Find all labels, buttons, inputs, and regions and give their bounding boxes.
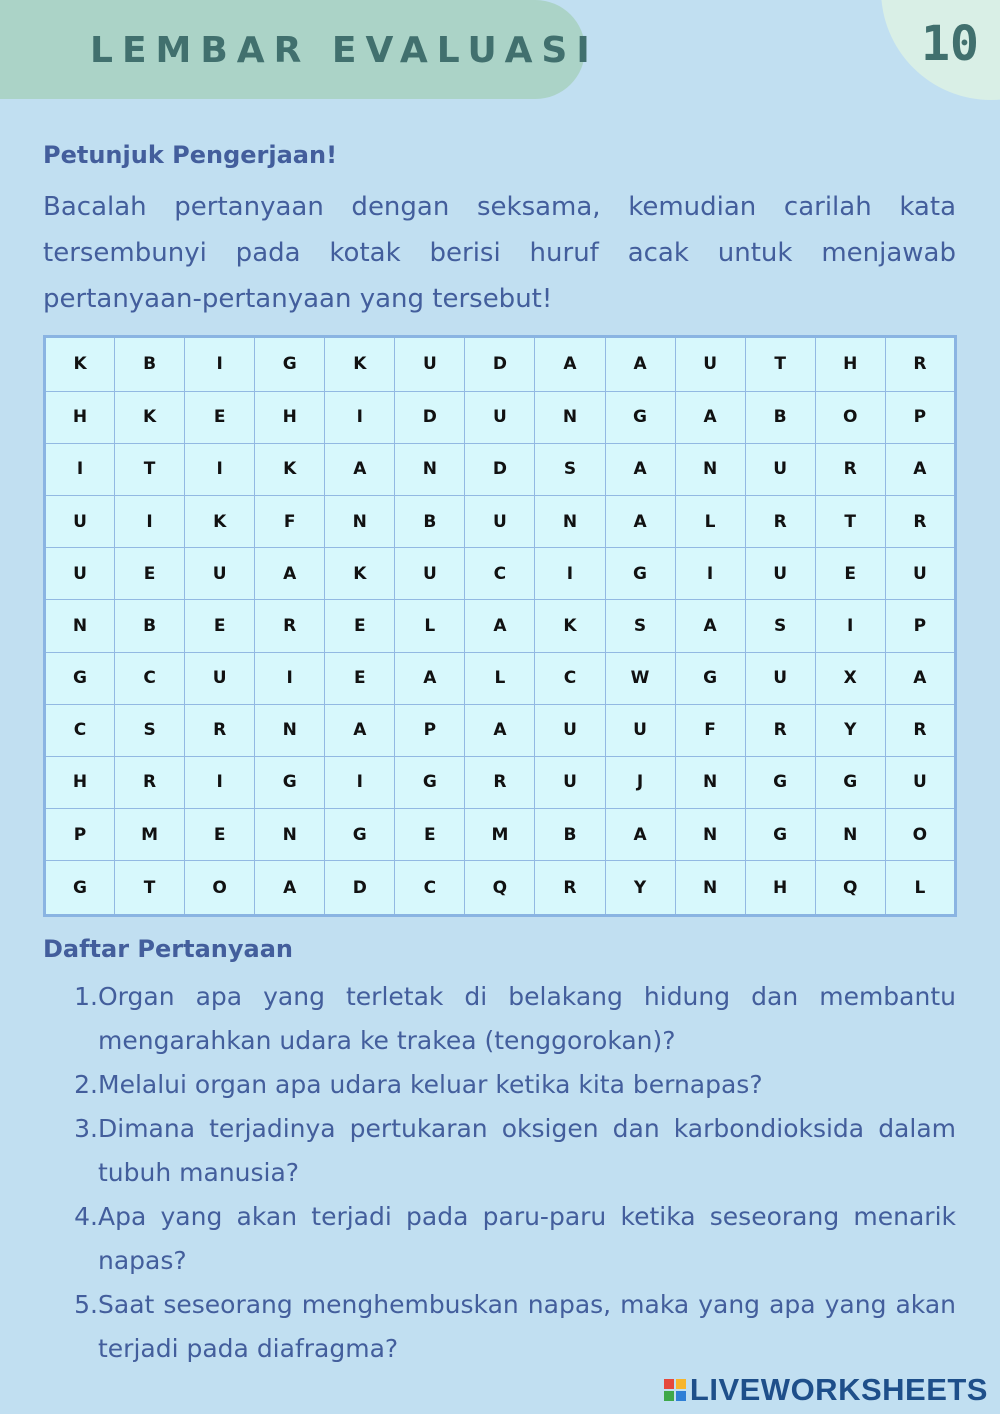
grid-cell[interactable]: U (675, 337, 745, 392)
grid-cell[interactable]: B (395, 496, 465, 548)
grid-cell[interactable]: K (535, 600, 605, 652)
grid-cell[interactable]: L (885, 861, 955, 916)
page-title: LEMBAR EVALUASI (90, 30, 599, 71)
grid-cell[interactable]: O (885, 809, 955, 861)
grid-cell[interactable]: I (325, 756, 395, 808)
grid-cell[interactable]: L (395, 600, 465, 652)
question-text: Saat seseorang menghembuskan napas, maka yang apa yang akan terjadi pada diafragma? (98, 1290, 956, 1363)
instructions-heading: Petunjuk Pengerjaan! (43, 141, 338, 169)
grid-cell[interactable]: J (605, 756, 675, 808)
grid-cell[interactable]: A (325, 443, 395, 495)
grid-cell[interactable]: S (115, 704, 185, 756)
question-number: 2. (74, 1070, 98, 1099)
grid-row (45, 652, 956, 704)
logo-square (664, 1391, 674, 1401)
question-item (70, 975, 956, 1063)
grid-cell[interactable]: U (185, 548, 255, 600)
grid-cell[interactable]: D (325, 861, 395, 916)
grid-cell[interactable]: U (605, 704, 675, 756)
grid-cell[interactable]: U (465, 496, 535, 548)
grid-cell[interactable]: K (325, 337, 395, 392)
grid-cell[interactable]: N (675, 756, 745, 808)
question-text: Melalui organ apa udara keluar ketika kita bernapas? (98, 1070, 763, 1099)
grid-row (45, 391, 956, 443)
grid-row (45, 337, 956, 392)
grid-cell[interactable]: L (465, 652, 535, 704)
grid-cell[interactable]: P (45, 809, 115, 861)
question-item (70, 1107, 956, 1195)
grid-cell[interactable]: U (885, 756, 955, 808)
grid-cell[interactable]: P (885, 391, 955, 443)
grid-cell[interactable]: G (605, 548, 675, 600)
grid-cell[interactable]: R (255, 600, 325, 652)
grid-cell[interactable]: U (45, 496, 115, 548)
grid-cell[interactable]: R (885, 496, 955, 548)
grid-cell[interactable]: R (185, 704, 255, 756)
brand-name: LIVEWORKSHEETS (689, 1372, 988, 1407)
grid-cell[interactable]: E (395, 809, 465, 861)
grid-row (45, 809, 956, 861)
grid-cell[interactable]: E (115, 548, 185, 600)
grid-cell[interactable]: N (395, 443, 465, 495)
grid-cell[interactable]: U (745, 443, 815, 495)
grid-row (45, 443, 956, 495)
grid-cell[interactable]: U (395, 337, 465, 392)
grid-cell[interactable]: G (605, 391, 675, 443)
grid-cell[interactable]: G (45, 861, 115, 916)
grid-cell[interactable]: K (185, 496, 255, 548)
question-number: 3. (74, 1114, 98, 1143)
grid-cell[interactable]: O (185, 861, 255, 916)
grid-cell[interactable]: G (395, 756, 465, 808)
grid-cell[interactable]: R (535, 861, 605, 916)
grid-cell[interactable]: G (255, 337, 325, 392)
grid-cell[interactable]: L (675, 496, 745, 548)
grid-cell[interactable]: N (675, 861, 745, 916)
grid-cell[interactable]: K (115, 391, 185, 443)
grid-cell[interactable]: G (675, 652, 745, 704)
page-number: 10 (921, 16, 979, 72)
grid-cell[interactable]: C (395, 861, 465, 916)
grid-cell[interactable]: I (815, 600, 885, 652)
grid-cell[interactable]: I (255, 652, 325, 704)
grid-cell[interactable]: N (535, 496, 605, 548)
grid-cell[interactable]: G (255, 756, 325, 808)
grid-row (45, 861, 956, 916)
grid-cell[interactable]: U (185, 652, 255, 704)
grid-cell[interactable]: H (745, 861, 815, 916)
grid-cell[interactable]: A (535, 337, 605, 392)
grid-cell[interactable]: N (45, 600, 115, 652)
grid-cell[interactable]: D (395, 391, 465, 443)
grid-cell[interactable]: A (885, 443, 955, 495)
logo-square (676, 1379, 686, 1389)
grid-cell[interactable]: T (815, 496, 885, 548)
grid-cell[interactable]: U (745, 548, 815, 600)
grid-cell[interactable]: N (255, 704, 325, 756)
grid-cell[interactable]: M (465, 809, 535, 861)
grid-cell[interactable]: N (675, 809, 745, 861)
grid-cell[interactable]: Q (465, 861, 535, 916)
grid-cell[interactable]: I (675, 548, 745, 600)
grid-cell[interactable]: G (815, 756, 885, 808)
grid-cell[interactable]: A (675, 600, 745, 652)
grid-cell[interactable]: F (255, 496, 325, 548)
grid-cell[interactable]: C (465, 548, 535, 600)
grid-cell[interactable]: G (325, 809, 395, 861)
grid-cell[interactable]: K (325, 548, 395, 600)
question-item (70, 1063, 956, 1107)
grid-cell[interactable]: U (745, 652, 815, 704)
grid-cell[interactable]: R (745, 496, 815, 548)
grid-cell[interactable]: T (115, 861, 185, 916)
grid-cell[interactable]: U (885, 548, 955, 600)
grid-cell[interactable]: I (535, 548, 605, 600)
instructions-text: Bacalah pertanyaan dengan seksama, kemudian carilah kata tersembunyi pada kotak berisi huruf acak untuk menjawab pertanyaan-pertanyaan yang tersebut! (43, 192, 956, 314)
grid-cell[interactable]: A (325, 704, 395, 756)
grid-cell[interactable]: N (325, 496, 395, 548)
grid-cell[interactable]: N (255, 809, 325, 861)
grid-row (45, 548, 956, 600)
grid-cell[interactable]: C (115, 652, 185, 704)
grid-cell[interactable]: B (115, 600, 185, 652)
grid-cell[interactable]: U (535, 704, 605, 756)
grid-cell[interactable]: E (185, 600, 255, 652)
grid-cell[interactable]: U (395, 548, 465, 600)
grid-cell[interactable]: A (605, 496, 675, 548)
grid-cell[interactable]: R (465, 756, 535, 808)
grid-cell[interactable]: I (185, 443, 255, 495)
grid-cell[interactable]: Y (815, 704, 885, 756)
grid-cell[interactable]: R (885, 337, 955, 392)
grid-cell[interactable]: U (535, 756, 605, 808)
grid-cell[interactable]: G (745, 756, 815, 808)
grid-cell[interactable]: C (535, 652, 605, 704)
question-list (70, 975, 956, 1371)
grid-cell[interactable]: E (815, 548, 885, 600)
grid-cell[interactable]: T (115, 443, 185, 495)
grid-cell[interactable]: U (465, 391, 535, 443)
grid-cell[interactable]: K (255, 443, 325, 495)
grid-cell[interactable]: S (745, 600, 815, 652)
grid-cell[interactable]: M (115, 809, 185, 861)
grid-row (45, 704, 956, 756)
grid-cell[interactable]: A (885, 652, 955, 704)
grid-cell[interactable]: E (185, 809, 255, 861)
grid-cell[interactable]: A (605, 443, 675, 495)
grid-cell[interactable]: N (675, 443, 745, 495)
grid-cell[interactable]: A (605, 809, 675, 861)
grid-cell[interactable]: S (535, 443, 605, 495)
grid-cell[interactable]: I (325, 391, 395, 443)
grid-cell[interactable]: H (45, 391, 115, 443)
grid-cell[interactable]: A (465, 704, 535, 756)
grid-cell[interactable]: G (745, 809, 815, 861)
question-number: 5. (74, 1290, 98, 1319)
grid-cell[interactable]: O (815, 391, 885, 443)
word-search-grid (43, 335, 957, 917)
question-text: Apa yang akan terjadi pada paru-paru ketika seseorang menarik napas? (98, 1202, 956, 1275)
grid-cell[interactable]: C (45, 704, 115, 756)
grid-row (45, 600, 956, 652)
grid-cell[interactable]: K (45, 337, 115, 392)
logo-square (664, 1379, 674, 1389)
grid-cell[interactable]: R (885, 704, 955, 756)
grid-cell[interactable]: I (45, 443, 115, 495)
question-item (70, 1195, 956, 1283)
grid-cell[interactable]: E (325, 652, 395, 704)
grid-cell[interactable]: H (255, 391, 325, 443)
question-number: 1. (74, 982, 98, 1011)
grid-row (45, 496, 956, 548)
grid-cell[interactable]: R (815, 443, 885, 495)
question-text: Organ apa yang terletak di belakang hidung dan membantu mengarahkan udara ke trakea (tenggorokan)? (98, 982, 956, 1055)
grid-cell[interactable]: A (255, 861, 325, 916)
grid-cell[interactable]: I (185, 756, 255, 808)
grid-cell[interactable]: P (395, 704, 465, 756)
grid-cell[interactable]: A (675, 391, 745, 443)
logo-square (676, 1391, 686, 1401)
grid-cell[interactable]: Y (605, 861, 675, 916)
grid-cell[interactable]: R (745, 704, 815, 756)
grid-cell[interactable]: D (465, 443, 535, 495)
grid-cell[interactable]: B (115, 337, 185, 392)
grid-cell[interactable]: S (605, 600, 675, 652)
grid-cell[interactable]: T (745, 337, 815, 392)
grid-cell[interactable]: A (395, 652, 465, 704)
grid-cell[interactable]: F (675, 704, 745, 756)
grid-cell[interactable]: P (885, 600, 955, 652)
grid-cell[interactable]: I (115, 496, 185, 548)
grid-cell[interactable]: E (185, 391, 255, 443)
grid-cell[interactable]: Q (815, 861, 885, 916)
question-text: Dimana terjadinya pertukaran oksigen dan karbondioksida dalam tubuh manusia? (98, 1114, 956, 1187)
grid-cell[interactable]: A (605, 337, 675, 392)
grid-cell[interactable]: G (45, 652, 115, 704)
grid-cell[interactable]: W (605, 652, 675, 704)
grid-cell[interactable]: U (45, 548, 115, 600)
brand-footer (664, 1372, 988, 1408)
grid-cell[interactable]: I (185, 337, 255, 392)
question-number: 4. (74, 1202, 98, 1231)
liveworksheets-logo-icon (664, 1379, 686, 1401)
questions-heading: Daftar Pertanyaan (43, 935, 293, 963)
grid-cell[interactable]: H (815, 337, 885, 392)
grid-cell[interactable]: H (45, 756, 115, 808)
grid-cell[interactable]: A (465, 600, 535, 652)
grid-cell[interactable]: X (815, 652, 885, 704)
grid-row (45, 756, 956, 808)
grid-cell[interactable]: E (325, 600, 395, 652)
question-item (70, 1283, 956, 1371)
grid-cell[interactable]: D (465, 337, 535, 392)
grid-cell[interactable]: B (745, 391, 815, 443)
grid-cell[interactable]: N (535, 391, 605, 443)
grid-cell[interactable]: R (115, 756, 185, 808)
grid-cell[interactable]: B (535, 809, 605, 861)
grid-cell[interactable]: N (815, 809, 885, 861)
grid-cell[interactable]: A (255, 548, 325, 600)
